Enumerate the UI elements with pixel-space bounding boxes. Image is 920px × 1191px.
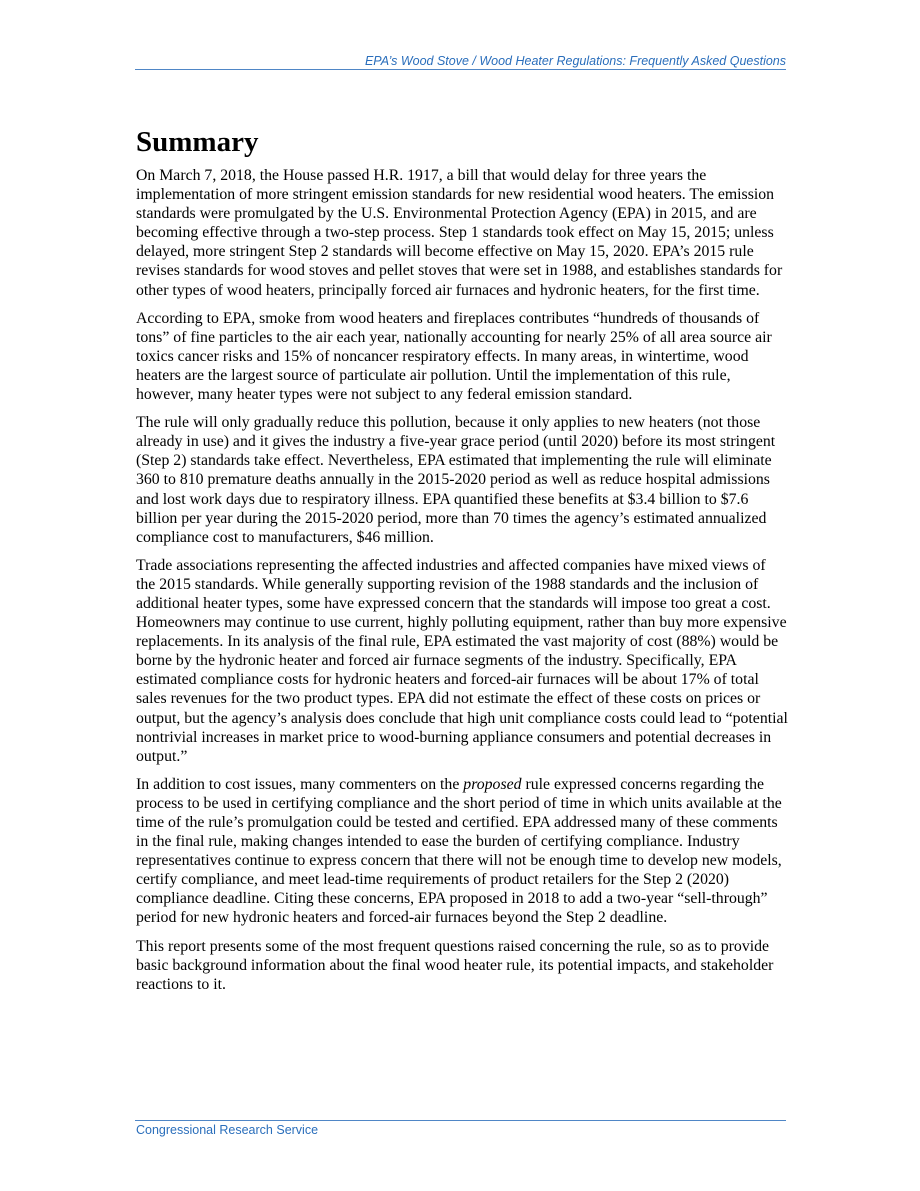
paragraph-4: Trade associations representing the affected industries and affected companies have mixed views of the 2015 standards. While generally supporting revision of the 1988 standards and the inclusion of additional heater types, some have expressed concern that the standards will impose too great a cost. Homeowners may continue to use current, highly polluting equipment, rather than buy more expensive replacements. In its analysis of the final rule, EPA estimated the vast majority of cost (88%) would be borne by the hydronic heater and forced air furnace segments of the industry. Specifically, EPA estimated compliance costs for hydronic heaters and forced-air furnaces will be about 17% of total sales revenues for the two product types. EPA did not estimate the effect of these costs on prices or output, but the agency’s analysis does conclude that high unit compliance costs could lead to “potential nontrivial increases in market price to wood-burning appliance consumers and potential decreases in output.”	[136, 556, 788, 765]
footer-organization: Congressional Research Service	[136, 1123, 319, 1137]
footer-divider	[135, 1120, 786, 1121]
paragraph-5-lead: In addition to cost issues, many commenters on the	[136, 775, 464, 793]
paragraph-3: The rule will only gradually reduce this pollution, because it only applies to new heaters (not those already in use) and it gives the industry a five-year grace period (until 2020) before its most stringent (Step 2) standards take effect. Nevertheless, EPA estimated that implementing the rule will eliminate 360 to 810 premature deaths annually in the 2015-2020 period as well as reduce hospital admissions and lost work days due to respiratory illness. EPA quantified these benefits at $3.4 billion to $7.6 billion per year during the 2015-2020 period, more than 70 times the agency’s estimated annualized compliance cost to manufacturers, $46 million.	[136, 414, 776, 546]
header-divider	[135, 69, 786, 70]
emphasis-proposed: proposed	[463, 775, 522, 793]
paragraph-1: On March 7, 2018, the House passed H.R. 1917, a bill that would delay for three years the implementation of more stringent emission standards for new residential wood heaters. The emission standards were promulgated by the U.S. Environmental Protection Agency (EPA) in 2015, and are becoming effective through a two-step process. Step 1 standards took effect on May 15, 2015; unless delayed, more stringent Step 2 standards will become effective on May 15, 2020. EPA’s 2015 rule revises standards for wood stoves and pellet stoves that were set in 1988, and establishes standards for other types of wood heaters, principally forced air furnaces and hydronic heaters, for the first time.	[136, 167, 783, 299]
paragraph-2: According to EPA, smoke from wood heaters and fireplaces contributes “hundreds of thousands of tons” of fine particles to the air each year, nationally accounting for nearly 25% of all area source air toxics cancer risks and 15% of noncancer respiratory effects. In many areas, in wintertime, wood heaters are the largest source of particulate air pollution. Until the implementation of this rule, however, many heater types were not subject to any federal emission standard.	[136, 309, 772, 404]
paragraph-6: This report presents some of the most frequent questions raised concerning the rule, so as to provide basic background information about the final wood heater rule, its potential impacts, and stakeholder reactions to it.	[136, 937, 774, 993]
summary-section	[136, 124, 788, 1003]
section-heading: Summary	[136, 126, 259, 158]
paragraph-5	[136, 775, 788, 928]
running-header: EPA’s Wood Stove / Wood Heater Regulations: Frequently Asked Questions	[364, 54, 786, 68]
paragraph-5-rest: rule expressed concerns regarding the process to be used in certifying compliance and the short period of time in which units available at the time of the rule’s promulgation could be tested and certified. EPA addressed many of these comments in the final rule, making changes intended to ease the burden of certifying compliance. Industry representatives continue to express concern that there will not be enough time to develop new models, certify compliance, and meet lead-time requirements of product retailers for the Step 2 (2020) compliance deadline. Citing these concerns, EPA proposed in 2018 to add a two-year “sell-through” period for new hydronic heaters and forced-air furnaces beyond the Step 2 deadline.	[136, 775, 782, 927]
